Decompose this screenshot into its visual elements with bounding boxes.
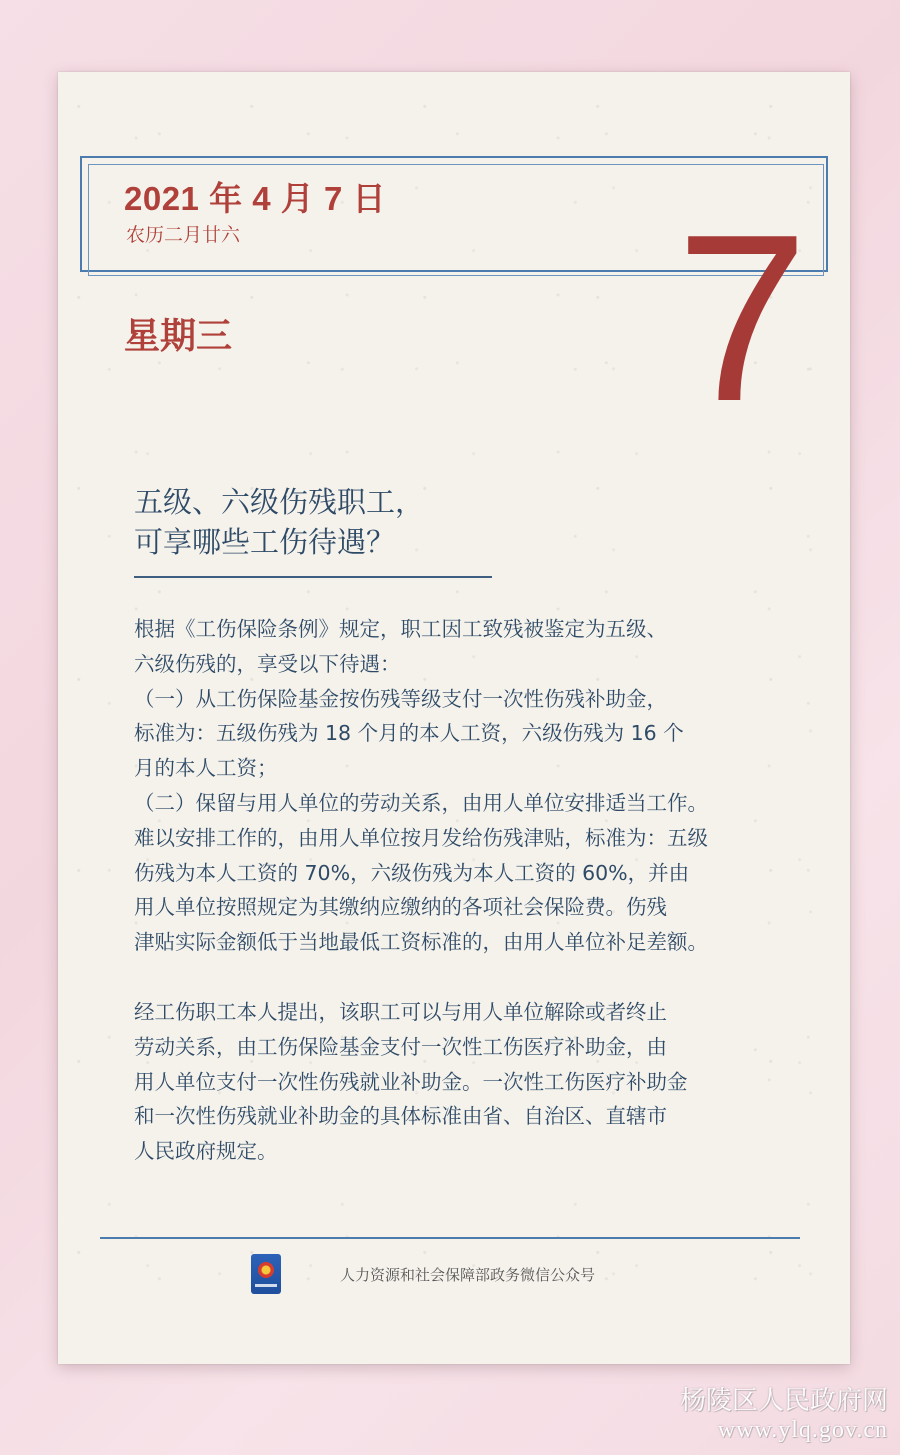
paragraph-line: 人民政府规定。: [134, 1139, 278, 1164]
paragraph-line: 标准为：五级伤残为 18 个月的本人工资，六级伤残为 16 个: [134, 721, 684, 746]
article-paragraph-1: [134, 612, 794, 960]
article-paragraph-2: [134, 995, 794, 1169]
article-title-line: 可享哪些工伤待遇？: [134, 525, 396, 559]
paragraph-line: 伤残为本人工资的 70%，六级伤残为本人工资的 60%，并由: [134, 860, 690, 885]
paragraph-line: 根据《工伤保险条例》规定，职工因工致残被鉴定为五级、: [134, 617, 667, 641]
emblem-strip: [255, 1284, 277, 1287]
paragraph-line: 和一次性伤残就业补助金的具体标准由省、自治区、直辖市: [134, 1104, 667, 1129]
date-text: 2021 年 4 月 7 日: [124, 180, 386, 217]
paragraph-line: 月的本人工资；: [134, 756, 278, 781]
ministry-emblem-icon: [251, 1254, 281, 1294]
article-title: [134, 482, 424, 562]
calendar-card: [58, 72, 850, 1364]
paragraph-line: 用人单位按照规定为其缴纳应缴纳的各项社会保险费。伤残: [134, 895, 667, 920]
emblem-badge: [258, 1262, 274, 1278]
paragraph-line: 劳动关系，由工伤保险基金支付一次性工伤医疗补助金，由: [134, 1034, 667, 1059]
paragraph-line: 经工伤职工本人提出，该职工可以与用人单位解除或者终止: [134, 1000, 667, 1024]
site-watermark: [680, 1380, 888, 1444]
watermark-name: 杨陵区人民政府网: [679, 1386, 888, 1416]
paragraph-line: 津贴实际金额低于当地最低工资标准的，由用人单位补足差额。: [134, 930, 708, 955]
paragraph-line: 用人单位支付一次性伤残就业补助金。一次性工伤医疗补助金: [134, 1069, 688, 1094]
paragraph-line: 难以安排工作的，由用人单位按月发给伤残津贴，标准为：五级: [134, 825, 708, 850]
paragraph-line: 六级伤残的，享受以下待遇：: [134, 651, 401, 676]
watermark-url: www.ylq.gov.cn: [717, 1417, 888, 1443]
day-number: 7: [676, 186, 809, 451]
lunar-date: 农历二月廿六: [126, 224, 241, 246]
article-title-line: 五级、六级伤残职工，: [134, 485, 425, 519]
paragraph-line: （一）从工伤保险基金按伤残等级支付一次性伤残补助金，: [134, 686, 667, 711]
footer-source: 人力资源和社会保障部政务微信公众号: [340, 1266, 596, 1284]
footer-divider: [100, 1237, 800, 1239]
weekday: 星期三: [124, 316, 233, 357]
title-underline: [134, 576, 492, 578]
paragraph-line: （二）保留与用人单位的劳动关系，由用人单位安排适当工作。: [134, 790, 708, 815]
